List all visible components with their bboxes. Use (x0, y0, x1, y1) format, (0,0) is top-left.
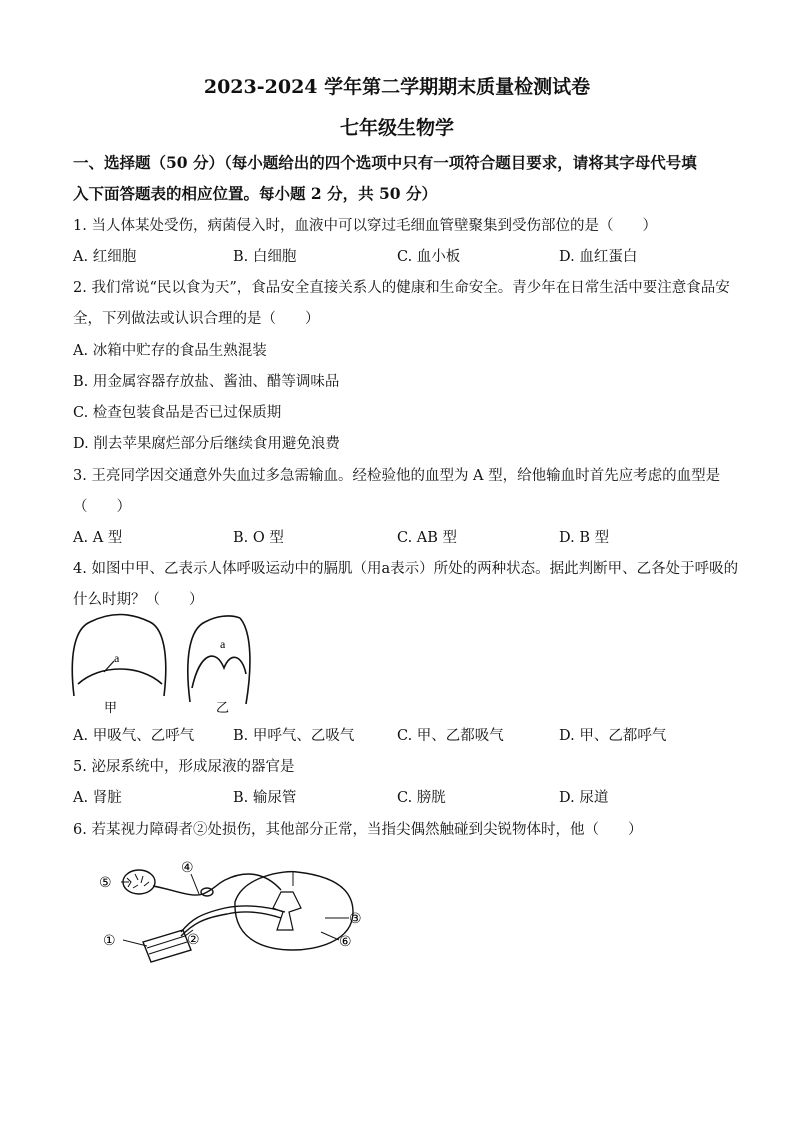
q2-stem-line1: 2. 我们常说“民以食为天”，食品安全直接关系人的健康和生命安全。青少年在日常生活中要注意食品安 (73, 280, 730, 296)
q4-stem-line2: 什么时期？（ ） (73, 592, 204, 608)
label-2: ② (187, 932, 200, 948)
label-yi: 乙 (216, 701, 230, 716)
effector-muscle (143, 930, 191, 962)
q2-stem-line2: 全，下列做法或认识合理的是（ ） (73, 311, 320, 327)
q3-option-c: C. AB 型 (397, 530, 458, 546)
q3-stem-line2: （ ） (73, 499, 131, 515)
label-jia: 甲 (104, 701, 118, 716)
q4-stem-line1: 4. 如图中甲、乙表示人体呼吸运动中的膈肌（用a表示）所处的两种状态。据此判断甲、乙各处于呼吸的 (73, 561, 739, 577)
section-heading-line2: 入下面答题表的相应位置。每小题 2 分，共 50 分） (73, 184, 437, 203)
q4-option-a: A. 甲吸气、乙呼气 (73, 728, 195, 744)
exam-subtitle: 七年级生物学 (339, 117, 454, 139)
label-a-jia: a (114, 651, 120, 665)
label-3: ③ (349, 911, 362, 927)
q4-options (73, 724, 733, 744)
q3-option-a: A. A 型 (73, 530, 123, 546)
q1-option-b: B. 白细胞 (233, 249, 297, 265)
diaphragm-yi (188, 616, 250, 704)
label-5: ⑤ (99, 875, 112, 891)
q1-option-c: C. 血小板 (397, 249, 461, 265)
q6-stem: 6. 若某视力障碍者②处损伤，其他部分正常，当指尖偶然触碰到尖锐物体时，他（ ） (73, 822, 643, 838)
q5-option-b: B. 输尿管 (233, 790, 297, 806)
q2-option-b: B. 用金属容器存放盐、酱油、醋等调味品 (73, 374, 340, 390)
q4-option-b: B. 甲呼气、乙吸气 (233, 728, 355, 744)
q4-option-d: D. 甲、乙都呼气 (559, 728, 667, 744)
q3-stem-line1: 3. 王亮同学因交通意外失血过多急需输血。经检验他的血型为 A 型，给他输血时首先应考虑的血型是 (73, 468, 721, 484)
exam-title: 2023-2024 学年第二学期期末质量检测试卷 (203, 76, 591, 98)
q3-options (73, 526, 733, 546)
diaphragm-figure (60, 608, 260, 718)
q5-stem: 5. 泌尿系统中，形成尿液的器官是 (73, 759, 295, 775)
q1-option-d: D. 血红蛋白 (559, 249, 638, 265)
q1-options (73, 245, 733, 265)
q5-option-a: A. 肾脏 (73, 790, 122, 806)
label-4: ④ (181, 860, 194, 876)
q3-option-b: B. O 型 (233, 530, 284, 546)
q2-option-a: A. 冰箱中贮存的食品生熟混装 (73, 343, 267, 359)
q2-option-c: C. 检查包装食品是否已过保质期 (73, 405, 282, 421)
motor-nerve (181, 906, 285, 932)
reflex-arc-figure (95, 850, 375, 970)
q1-stem: 1. 当人体某处受伤，病菌侵入时，血液中可以穿过毛细血管壁聚集到受伤部位的是（ ） (73, 218, 657, 234)
q1-option-a: A. 红细胞 (73, 249, 137, 265)
q5-option-c: C. 膀胱 (397, 790, 446, 806)
section-heading-line1: 一、选择题（50 分）（每小题给出的四个选项中只有一项符合题目要求，请将其字母代号填 (73, 153, 697, 172)
label-6: ⑥ (339, 934, 352, 950)
q3-option-d: D. B 型 (559, 530, 610, 546)
q4-option-c: C. 甲、乙都吸气 (397, 728, 504, 744)
label-1: ① (103, 933, 116, 949)
q2-option-d: D. 削去苹果腐烂部分后继续食用避免浪费 (73, 436, 340, 452)
label-a-yi: a (220, 637, 226, 651)
q5-option-d: D. 尿道 (559, 790, 609, 806)
q5-options (73, 786, 733, 806)
